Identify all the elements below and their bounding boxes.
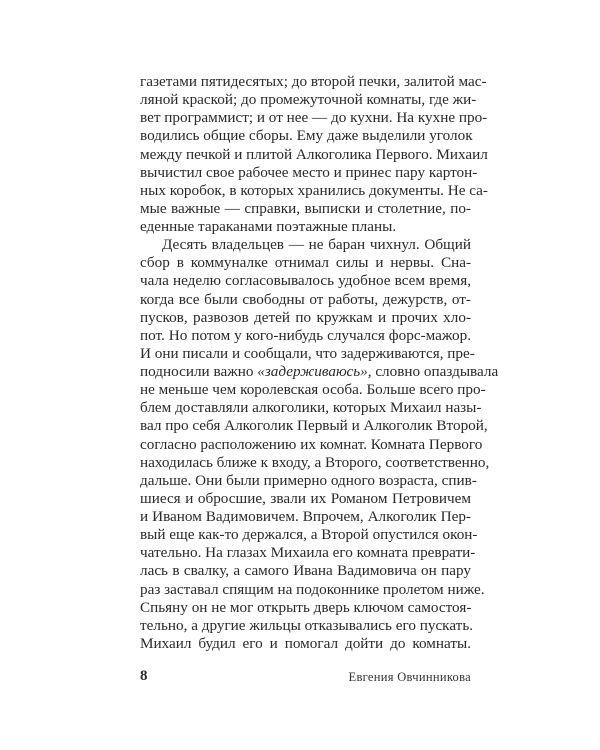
running-head-author: Евгения Овчинникова	[348, 670, 471, 684]
text-line: вычистил свое рабочее место и принес пару картон-	[140, 163, 478, 181]
text-line: шиеся и обросшие, звали их Романом Петровичем	[140, 489, 471, 507]
text-line: находилась ближе к входу, а Второго, соответственно,	[140, 453, 490, 471]
paragraph-start-line: Десять владельцев — не баран чихнул. Общий	[162, 236, 471, 254]
text-line: еденные тараканами поэтажные планы.	[140, 218, 397, 235]
text-line: не меньше чем королевская особа. Больше всего про-	[140, 381, 486, 399]
text-line: между печкой и плитой Алкоголика Первого. Михаил	[140, 145, 488, 163]
text-line: чательно. На глазах Михаила его комната преврати-	[140, 544, 476, 562]
text-line: газетами пятидесятых; до второй печки, залитой мас-	[140, 73, 487, 90]
text-run: , словно опаздывала	[367, 363, 499, 380]
text-line: пусков, развозов детей по кружкам и прочих хло-	[140, 308, 471, 326]
text-line: мые важные — справки, выписки и столетние, по-	[140, 199, 471, 217]
text-line: дальше. Они были примерно одного возраста, спив-	[140, 471, 477, 489]
italic-quote: «задерживаюсь»	[257, 363, 368, 380]
text-line: вал про себя Алкоголик Первый и Алкоголик Второй,	[140, 417, 488, 435]
text-line: раз заставал спящим на подоконнике пролетом ниже.	[140, 580, 485, 598]
text-run: подносили важно	[140, 363, 258, 380]
text-line: согласно расположению их комнат. Комната Первого	[140, 435, 483, 453]
text-line: вый еще как-то держался, а Второй опустился окон-	[140, 526, 478, 544]
text-line: тельно, а другие жильцы отказывались его пускать.	[140, 616, 474, 634]
page-footer	[140, 668, 471, 688]
text-line: блем доставляли алкоголики, которых Михаил назы-	[140, 399, 482, 417]
text-line: пот. Но потом у кого-нибудь случался форс-мажор.	[140, 326, 471, 344]
text-line: сбор в коммуналке отнимал силы и нервы. Сна-	[140, 254, 471, 272]
text-line: ляной краской; до промежуточной комнаты, где жи-	[140, 91, 477, 109]
text-line: вет программист; и от нее — до кухни. На кухне про-	[140, 109, 488, 127]
text-line: когда все были свободны от работы, дежурств, от-	[140, 290, 471, 308]
body-text	[140, 73, 499, 653]
text-line: лась в свалку, а самого Ивана Вадимовича он пару	[140, 562, 471, 580]
text-line: ных коробок, в которых хранились документы. Не са-	[140, 181, 488, 199]
text-line: чала неделю согласовывалось удобное всем время,	[140, 272, 471, 290]
text-line: И они писали и сообщали, что задерживаются, пре-	[140, 344, 475, 362]
page-number: 8	[140, 668, 148, 684]
text-line: Михаил будил его и помогал дойти до комнаты.	[140, 634, 471, 652]
text-line	[140, 363, 499, 381]
text-line: водились общие сборы. Ему даже выделили уголок	[140, 127, 473, 145]
text-line: Спьяну он не мог открыть дверь ключом самостоя-	[140, 598, 472, 616]
text-line: и Иваном Вадимовичем. Впрочем, Алкоголик Пер-	[140, 508, 471, 525]
